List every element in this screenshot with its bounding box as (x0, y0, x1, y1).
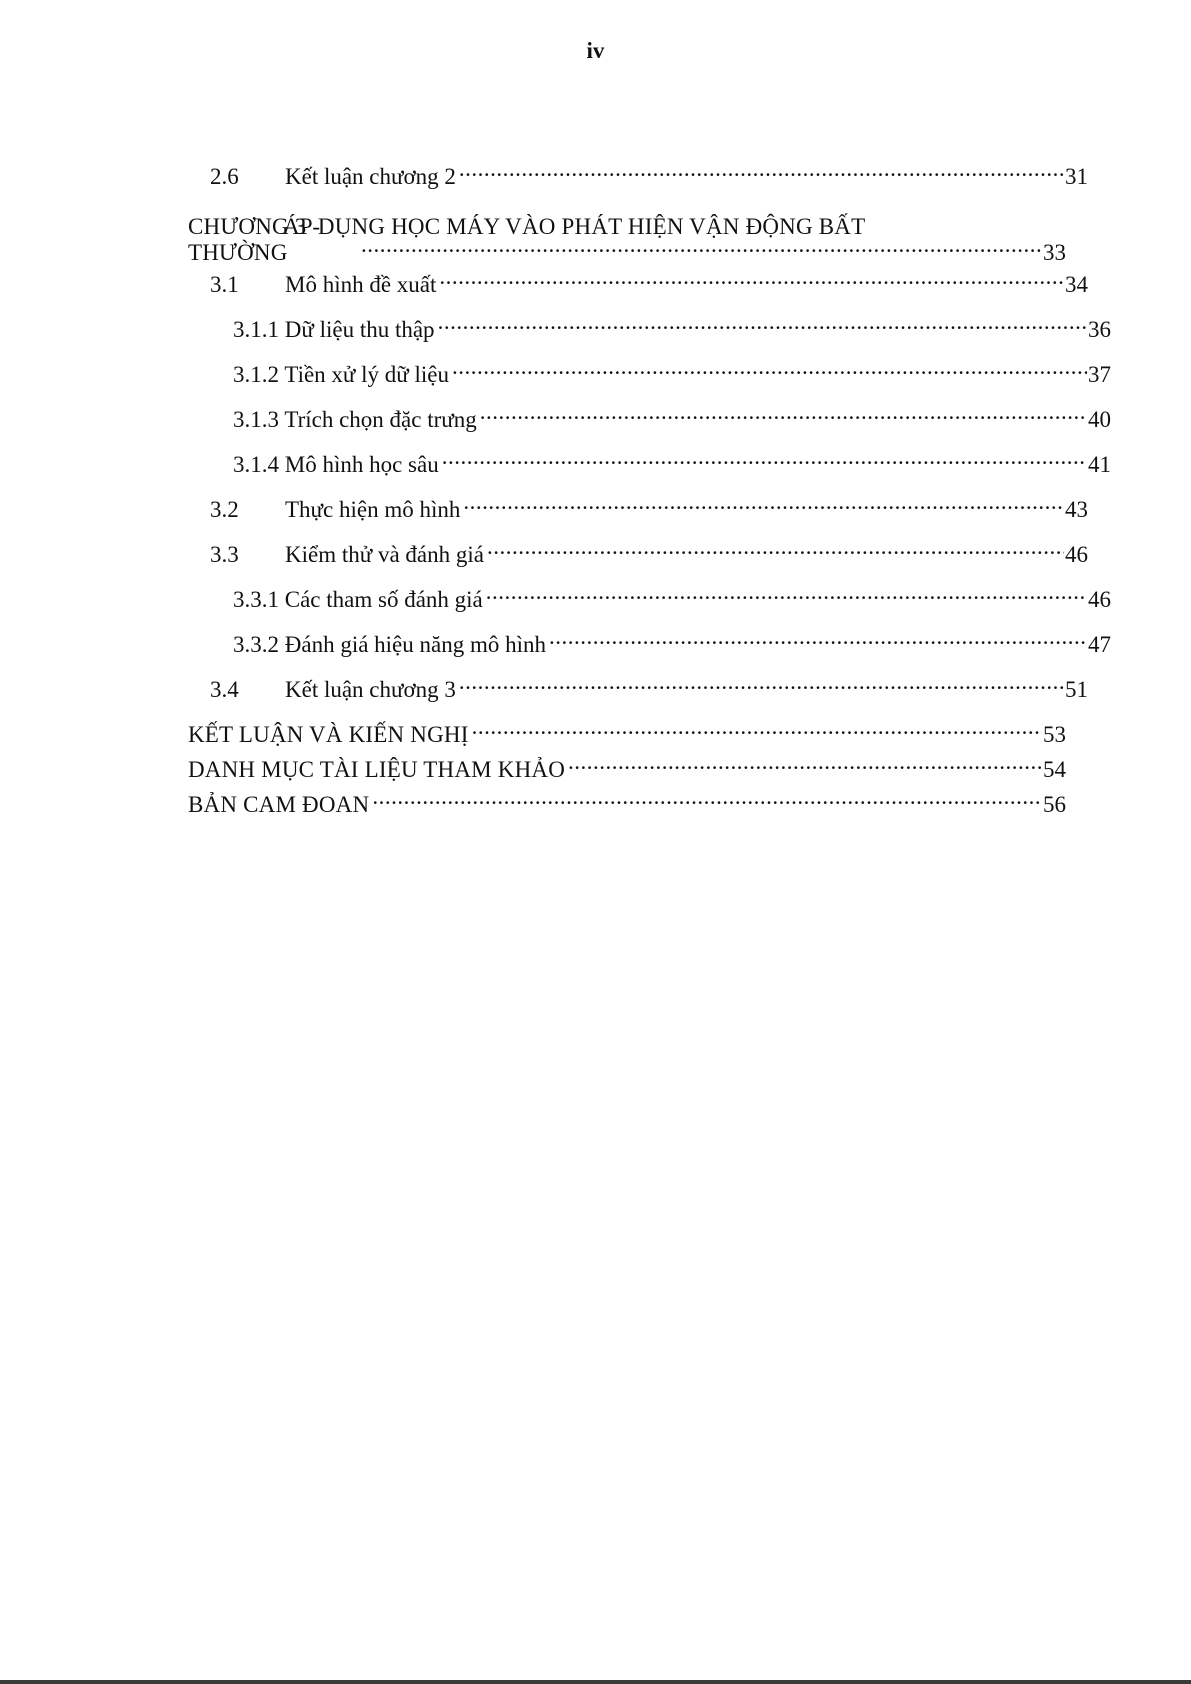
toc-entry-page: 36 (1088, 317, 1111, 342)
dot-leader (452, 352, 1087, 382)
toc-entry-3-1-3[interactable] (188, 397, 1111, 435)
page-number: iv (586, 38, 605, 63)
toc-entry-page: 54 (1043, 757, 1066, 782)
toc-entry-title: DANH MỤC TÀI LIỆU THAM KHẢO (188, 757, 566, 782)
toc-entry-references[interactable] (188, 747, 1066, 785)
dot-leader (439, 262, 1064, 292)
scan-bottom-edge (0, 1680, 1191, 1684)
toc-entry-3-4[interactable] (188, 667, 1088, 705)
toc-entry-page: 34 (1065, 272, 1088, 297)
toc-entry-title: Mô hình đề xuất (285, 272, 437, 297)
toc-entry-title: 3.1.4 Mô hình học sâu (233, 452, 439, 477)
toc-entry-title: 3.1.3 Trích chọn đặc trưng (233, 407, 477, 432)
toc-entry-page: 41 (1088, 452, 1111, 477)
toc-entry-number: 3.1 (210, 272, 239, 297)
toc-entry-title: 3.3.2 Đánh giá hiệu năng mô hình (233, 632, 547, 657)
toc-entry-title: Kết luận chương 3 (285, 677, 456, 702)
toc-entry-number: 3.3 (210, 542, 239, 567)
toc-entry-title: ÁP DỤNG HỌC MÁY VÀO PHÁT HIỆN VẬN ĐỘNG BẤT (283, 214, 866, 239)
toc-entry-title: 3.3.1 Các tham số đánh giá (233, 587, 483, 612)
toc-entry-3-1-2[interactable] (188, 352, 1111, 390)
toc-entry-3-1-4[interactable] (188, 442, 1111, 480)
dot-leader (438, 307, 1087, 337)
toc-entry-title: KẾT LUẬN VÀ KIẾN NGHỊ (188, 722, 469, 747)
toc-entry-number: CHƯƠNG 3 - (188, 214, 321, 239)
toc-entry-3-3-2[interactable] (188, 622, 1111, 660)
toc-entry-2-6[interactable] (188, 154, 1088, 192)
toc-entry-conclusion[interactable] (188, 712, 1066, 750)
toc-entry-page: 37 (1088, 362, 1111, 387)
toc-entry-page: 46 (1065, 542, 1088, 567)
toc-entry-number: 3.4 (210, 677, 239, 702)
toc-entry-number: 2.6 (210, 164, 239, 189)
toc-entry-3-1[interactable] (188, 262, 1088, 300)
toc-entry-page: 46 (1088, 587, 1111, 612)
toc-entry-page: 53 (1043, 722, 1066, 747)
toc-entry-title: BẢN CAM ĐOAN (188, 792, 370, 817)
toc-entry-declaration[interactable] (188, 782, 1066, 820)
toc-entry-page: 43 (1065, 497, 1088, 522)
toc-entry-title: THƯỜNG (188, 240, 288, 265)
dot-leader (487, 532, 1064, 562)
toc-entry-3-3[interactable] (188, 532, 1088, 570)
toc-entry-page: 40 (1088, 407, 1111, 432)
dot-leader (480, 397, 1087, 427)
toc-entry-page: 33 (1043, 240, 1066, 265)
toc-entry-title: Kiểm thử và đánh giá (285, 542, 484, 567)
dot-leader (361, 230, 1042, 260)
toc-entry-title: 3.1.2 Tiền xử lý dữ liệu (233, 362, 449, 387)
toc-entry-title: 3.1.1 Dữ liệu thu thập (233, 317, 435, 342)
dot-leader (472, 712, 1042, 742)
toc-entry-page: 51 (1065, 677, 1088, 702)
toc-entry-3-1-1[interactable] (188, 307, 1111, 345)
dot-leader (459, 667, 1064, 697)
toc-entry-page: 31 (1065, 164, 1088, 189)
dot-leader (442, 442, 1087, 472)
toc-entry-page: 56 (1043, 792, 1066, 817)
dot-leader (568, 747, 1042, 777)
dot-leader (486, 577, 1087, 607)
dot-leader (463, 487, 1064, 517)
toc-entry-title: Kết luận chương 2 (285, 164, 456, 189)
dot-leader (372, 782, 1042, 812)
toc-entry-3-3-1[interactable] (188, 577, 1111, 615)
toc-entry-3-2[interactable] (188, 487, 1088, 525)
toc-entry-title: Thực hiện mô hình (285, 497, 461, 522)
toc-entry-number: 3.2 (210, 497, 239, 522)
dot-leader (459, 154, 1064, 184)
dot-leader (549, 622, 1087, 652)
toc-entry-page: 47 (1088, 632, 1111, 657)
